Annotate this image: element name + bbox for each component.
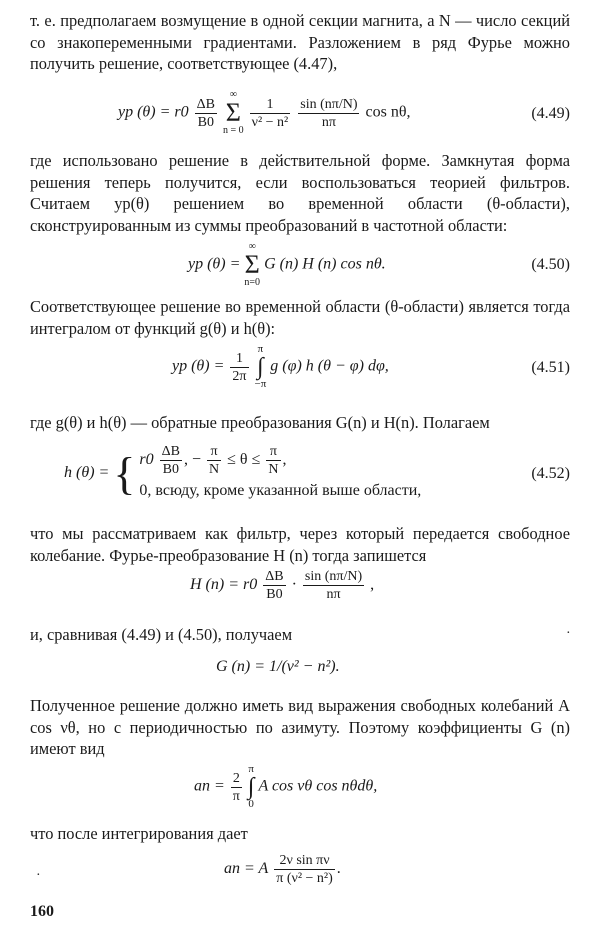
eq451-number: (4.51) bbox=[531, 359, 570, 376]
stray-mark-2: · bbox=[36, 868, 41, 883]
equation-4-51 bbox=[0, 342, 600, 394]
eq452-lhs: h (θ) = bbox=[64, 464, 110, 482]
paragraph-5: что мы рассматриваем как фильтр, через который передается свободное колебание. Фурье-преобразование H (n) тогда запишется bbox=[30, 524, 570, 565]
eq452-case-1: r0 $\frac{\Delta B}{B0}$ , − $\frac{\pi}{N}$ ≤ θ ≤ $\frac{\pi}{N}$ , bbox=[139, 444, 287, 477]
paragraph-2: где использовано решение в действительной форме. Замкнутая форма решения теперь получится, если воспользоваться теорией фильтров. Считаем yp(θ) решением во временной области (θ-области), сконструированным из суммы преобразований в частотной области: bbox=[30, 151, 570, 235]
eq449-frac1: $\frac{\Delta B}{B0}$ bbox=[196, 96, 215, 130]
eq452-case-2: 0, всюду, кроме указанной выше области, bbox=[139, 482, 422, 499]
eqAn1-integral: π ∫ 0 bbox=[247, 763, 255, 810]
eq450-sum: ∞ Σ n=0 bbox=[244, 241, 261, 288]
paragraph-8: что после интегрирования дает bbox=[30, 824, 248, 843]
eq452-number: (4.52) bbox=[531, 465, 570, 482]
eqH-tail: , bbox=[370, 576, 375, 594]
eq449-number: (4.49) bbox=[531, 105, 570, 122]
paragraph-3: Соответствующее решение во временной области (θ-области) является тогда интегралом от функций g(θ) и h(θ): bbox=[30, 297, 570, 338]
paragraph-1: т. е. предполагаем возмущение в одной секции магнита, а N — число секций со знакопеременными градиентами. Разложением в ряд Фурье можно получить решение, соответствующее (4.47), bbox=[30, 11, 570, 73]
equation-4-52 bbox=[0, 443, 600, 505]
eqAn2-tail: . bbox=[336, 860, 341, 878]
paragraph-7: Полученное решение должно иметь вид выражения свободных колебаний A cos νθ, но с периодичностью по азимуту. Поэтому коэффициенты G (n) имеют вид bbox=[30, 696, 570, 758]
eq451-tail: g (φ) h (θ − φ) dφ, bbox=[270, 357, 389, 375]
eq450-number: (4.50) bbox=[531, 256, 570, 273]
eqH-frac1: $\frac{\Delta B}{B0}$ bbox=[265, 569, 284, 602]
eqH-frac2: $\frac{\sin (n\pi/N)}{n\pi}$ bbox=[304, 569, 363, 602]
left-brace: { bbox=[113, 447, 136, 499]
paragraph-4: где g(θ) и h(θ) — обратные преобразования G(n) и H(n). Полагаем bbox=[30, 413, 490, 432]
eqG-text: G (n) = 1/(ν² − n²). bbox=[216, 658, 340, 675]
paragraph-6: и, сравнивая (4.49) и (4.50), получаем bbox=[30, 625, 293, 644]
eqAn1-tail: A cos νθ cos nθdθ, bbox=[258, 777, 378, 795]
eq450-tail: G (n) H (n) cos nθ. bbox=[264, 255, 386, 273]
eqH-dot: · bbox=[291, 576, 297, 594]
eq449-frac2: $\frac{1}{\text{ν² − n²}}$ bbox=[251, 96, 289, 130]
equation-4-50 bbox=[0, 240, 600, 290]
eq449-frac3: $\frac{\sin (n\pi/N)}{n\pi}$ bbox=[300, 96, 358, 130]
eq450-lhs: yp (θ) = bbox=[188, 255, 241, 273]
eqAn2-frac: $\frac{\text{2ν sin πν}}{\text{π (ν² − n²)}}$ bbox=[276, 853, 333, 886]
equation-4-49 bbox=[0, 86, 600, 142]
equation-an-result bbox=[0, 850, 600, 898]
eqH-lhs: H (n) = r0 bbox=[190, 576, 258, 594]
eq449-sum: ∞ Σ n = 0 bbox=[222, 89, 244, 136]
eq449-tail: cos nθ, bbox=[365, 103, 411, 121]
equation-G bbox=[0, 656, 600, 682]
eq452-cases bbox=[139, 443, 421, 504]
eq451-lhs: yp (θ) = bbox=[172, 357, 225, 375]
eq449-lhs: yp (θ) = r0 bbox=[118, 103, 189, 121]
eq451-integral: π ∫ −π bbox=[254, 343, 267, 390]
eqAn1-frac: $\frac{2}{\pi}$ bbox=[232, 770, 240, 804]
page-number: 160 bbox=[30, 903, 54, 920]
eqAn1-lhs: an = bbox=[194, 777, 225, 795]
stray-mark: · bbox=[566, 626, 571, 641]
equation-H bbox=[0, 566, 600, 612]
equation-an-integral bbox=[0, 762, 600, 818]
eqAn2-lhs: an = A bbox=[224, 860, 269, 878]
eq451-frac: $\frac{1}{2\pi}$ bbox=[232, 350, 247, 384]
